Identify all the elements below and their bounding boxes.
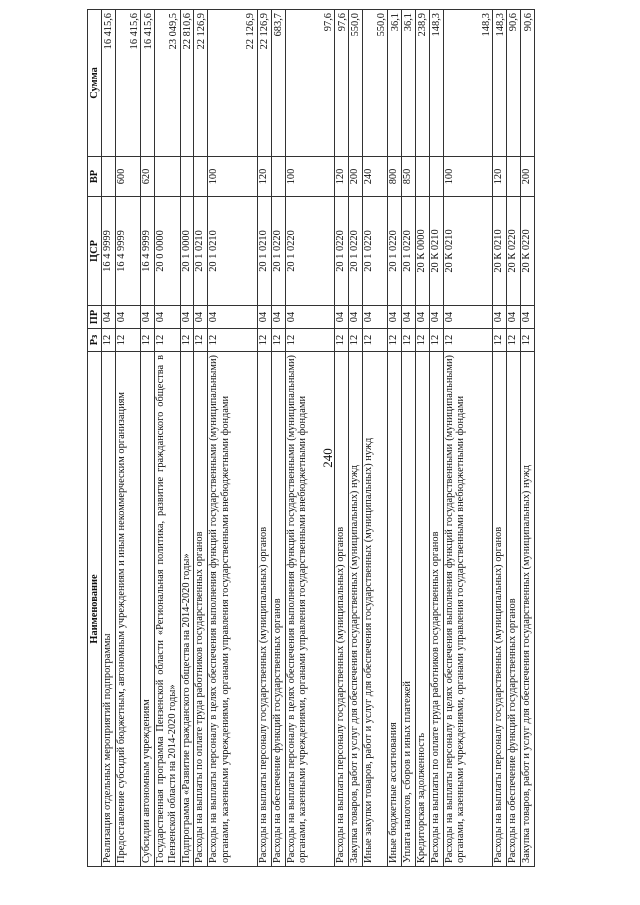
rotated-page-content (87, 10, 535, 867)
row-rz: 12 (388, 329, 402, 352)
row-vr: 620 (141, 157, 155, 197)
row-name: Расходы на выплаты персоналу государственных (муниципальных) органов (257, 352, 271, 867)
row-sum: 683,7 (271, 10, 285, 157)
row-rz: 12 (335, 329, 349, 352)
table-row (271, 10, 285, 867)
row-csr: 20 К 0210 (429, 197, 443, 306)
row-csr: 20 0 0000 (155, 197, 180, 306)
row-rz: 12 (493, 329, 507, 352)
page-number: 240 (320, 448, 335, 468)
table-row (415, 10, 429, 867)
row-csr: 20 1 0210 (208, 197, 258, 306)
row-sum: 22 126,9 (257, 10, 271, 157)
table-row (388, 10, 402, 867)
table-row (180, 10, 194, 867)
row-pr: 04 (285, 306, 335, 329)
row-vr: 200 (520, 157, 534, 197)
row-name: Иные бюджетные ассигнования (388, 352, 402, 867)
row-csr: 20 К 0000 (415, 197, 429, 306)
row-pr: 04 (349, 306, 363, 329)
row-name: Уплата налогов, сборов и иных платежей (402, 352, 416, 867)
row-csr: 20 1 0220 (349, 197, 363, 306)
row-csr: 20 1 0210 (194, 197, 208, 306)
row-vr: 200 (349, 157, 363, 197)
row-csr: 20 1 0220 (388, 197, 402, 306)
row-name: Государственная программа Пензенской области «Региональная политика, развитие гражданского общества в Пензенской области на 2014-2020 годы» (155, 352, 180, 867)
row-rz: 12 (415, 329, 429, 352)
table-row (141, 10, 155, 867)
row-pr: 04 (493, 306, 507, 329)
table-row (429, 10, 443, 867)
row-vr: 100 (285, 157, 335, 197)
row-pr: 04 (415, 306, 429, 329)
row-rz: 12 (257, 329, 271, 352)
row-vr: 120 (335, 157, 349, 197)
row-pr: 04 (335, 306, 349, 329)
row-sum: 90,6 (507, 10, 521, 157)
row-pr: 04 (180, 306, 194, 329)
row-vr (180, 157, 194, 197)
row-rz: 12 (155, 329, 180, 352)
row-pr: 04 (520, 306, 534, 329)
row-sum: 97,6 (335, 10, 349, 157)
row-name: Предоставление субсидий бюджетным, автономным учреждениям и иным некоммерческим организациям (115, 352, 140, 867)
row-rz: 12 (102, 329, 116, 352)
row-csr: 20 К 0210 (493, 197, 507, 306)
row-pr: 04 (507, 306, 521, 329)
row-vr: 100 (208, 157, 258, 197)
row-name: Закупка товаров, работ и услуг для обеспечения государственных (муниципальных) нужд (349, 352, 363, 867)
row-rz: 12 (362, 329, 387, 352)
table-body (102, 10, 535, 867)
row-name: Закупка товаров, работ и услуг для обеспечения государственных (муниципальных) нужд (520, 352, 534, 867)
row-pr: 04 (388, 306, 402, 329)
row-vr: 100 (443, 157, 493, 197)
row-sum: 148,3 (443, 10, 493, 157)
row-sum: 16 415,6 (102, 10, 116, 157)
row-rz: 12 (507, 329, 521, 352)
row-csr: 20 1 0000 (180, 197, 194, 306)
table-row (194, 10, 208, 867)
row-csr: 20 1 0220 (335, 197, 349, 306)
row-rz: 12 (115, 329, 140, 352)
row-name: Расходы на выплаты персоналу государственных (муниципальных) органов (493, 352, 507, 867)
row-csr: 20 1 0220 (362, 197, 387, 306)
row-rz: 12 (429, 329, 443, 352)
row-name: Иные закупки товаров, работ и услуг для обеспечения государственных (муниципальных) нужд (362, 352, 387, 867)
row-vr: 240 (362, 157, 387, 197)
row-vr (102, 157, 116, 197)
row-sum: 16 415,6 (141, 10, 155, 157)
row-name: Реализация отдельных мероприятий подпрограммы (102, 352, 116, 867)
row-pr: 04 (194, 306, 208, 329)
row-name: Расходы на обеспечение функций государственных органов (507, 352, 521, 867)
row-sum: 22 126,9 (208, 10, 258, 157)
row-vr: 120 (257, 157, 271, 197)
row-pr: 04 (271, 306, 285, 329)
row-pr: 04 (208, 306, 258, 329)
row-vr: 800 (388, 157, 402, 197)
table-row (335, 10, 349, 867)
row-vr (415, 157, 429, 197)
table-row (507, 10, 521, 867)
row-name: Кредиторская задолженность (415, 352, 429, 867)
row-name: Расходы на выплаты по оплате труда работников государственных органов (194, 352, 208, 867)
row-name: Подпрограмма «Развитие гражданского общества на 2014-2020 годы» (180, 352, 194, 867)
table-row (362, 10, 387, 867)
header-rz: Рз (88, 329, 102, 352)
row-rz: 12 (402, 329, 416, 352)
row-sum: 36,1 (402, 10, 416, 157)
row-pr: 04 (443, 306, 493, 329)
row-rz: 12 (194, 329, 208, 352)
row-vr (507, 157, 521, 197)
row-name: Расходы на выплаты персоналу в целях обеспечения выполнения функций государственными (муниципальными) органами, казенными учреждениями, органами управления государственными внебюджетными фондами (285, 352, 335, 867)
header-sum: Сумма (88, 10, 102, 157)
row-name: Расходы на выплаты персоналу в целях обеспечения выполнения функций государственными (муниципальными) органами, казенными учреждениями, органами управления государственными внебюджетными фондами (443, 352, 493, 867)
row-csr: 20 1 0220 (402, 197, 416, 306)
row-rz: 12 (141, 329, 155, 352)
table-row (402, 10, 416, 867)
row-pr: 04 (429, 306, 443, 329)
row-pr: 04 (402, 306, 416, 329)
row-vr: 600 (115, 157, 140, 197)
table-row (115, 10, 140, 867)
row-name: Субсидии автономным учреждениям (141, 352, 155, 867)
row-sum: 90,6 (520, 10, 534, 157)
table-row (443, 10, 493, 867)
row-csr: 16 4 9999 (102, 197, 116, 306)
row-name: Расходы на обеспечение функций государственных органов (271, 352, 285, 867)
row-name: Расходы на выплаты по оплате труда работников государственных органов (429, 352, 443, 867)
row-sum: 36,1 (388, 10, 402, 157)
table-row (155, 10, 180, 867)
header-name: Наименование (88, 352, 102, 867)
row-csr: 20 К 0210 (443, 197, 493, 306)
header-vr: ВР (88, 157, 102, 197)
table-header-row (88, 10, 102, 867)
row-pr: 04 (257, 306, 271, 329)
row-sum: 550,0 (362, 10, 387, 157)
table-row (257, 10, 271, 867)
row-sum: 97,6 (285, 10, 335, 157)
row-rz: 12 (180, 329, 194, 352)
row-csr: 16 4 9999 (115, 197, 140, 306)
row-name: Расходы на выплаты персоналу в целях обеспечения выполнения функций государственными (муниципальными) органами, казенными учреждениями, органами управления государственными внебюджетными фондами (208, 352, 258, 867)
row-pr: 04 (115, 306, 140, 329)
budget-table (87, 9, 535, 867)
row-rz: 12 (208, 329, 258, 352)
table-row (520, 10, 534, 867)
row-pr: 04 (141, 306, 155, 329)
row-pr: 04 (102, 306, 116, 329)
row-csr: 20 К 0220 (520, 197, 534, 306)
table-row (285, 10, 335, 867)
header-pr: ПР (88, 306, 102, 329)
row-sum: 148,3 (493, 10, 507, 157)
row-pr: 04 (362, 306, 387, 329)
row-csr: 16 4 9999 (141, 197, 155, 306)
row-csr: 20 1 0210 (257, 197, 271, 306)
row-vr: 850 (402, 157, 416, 197)
row-sum: 148,3 (429, 10, 443, 157)
row-rz: 12 (271, 329, 285, 352)
row-csr: 20 1 0220 (285, 197, 335, 306)
row-sum: 22 810,6 (180, 10, 194, 157)
row-pr: 04 (155, 306, 180, 329)
row-csr: 20 К 0220 (507, 197, 521, 306)
row-vr (271, 157, 285, 197)
row-sum: 238,9 (415, 10, 429, 157)
header-csr: ЦСР (88, 197, 102, 306)
row-vr (429, 157, 443, 197)
table-row (102, 10, 116, 867)
row-sum: 550,0 (349, 10, 363, 157)
table-row (493, 10, 507, 867)
row-rz: 12 (349, 329, 363, 352)
row-rz: 12 (285, 329, 335, 352)
row-vr (194, 157, 208, 197)
row-sum: 23 049,5 (155, 10, 180, 157)
row-sum: 16 415,6 (115, 10, 140, 157)
row-rz: 12 (443, 329, 493, 352)
table-row (349, 10, 363, 867)
row-vr (155, 157, 180, 197)
row-vr: 120 (493, 157, 507, 197)
table-row (208, 10, 258, 867)
row-name: Расходы на выплаты персоналу государственных (муниципальных) органов (335, 352, 349, 867)
row-rz: 12 (520, 329, 534, 352)
row-sum: 22 126,9 (194, 10, 208, 157)
row-csr: 20 1 0220 (271, 197, 285, 306)
